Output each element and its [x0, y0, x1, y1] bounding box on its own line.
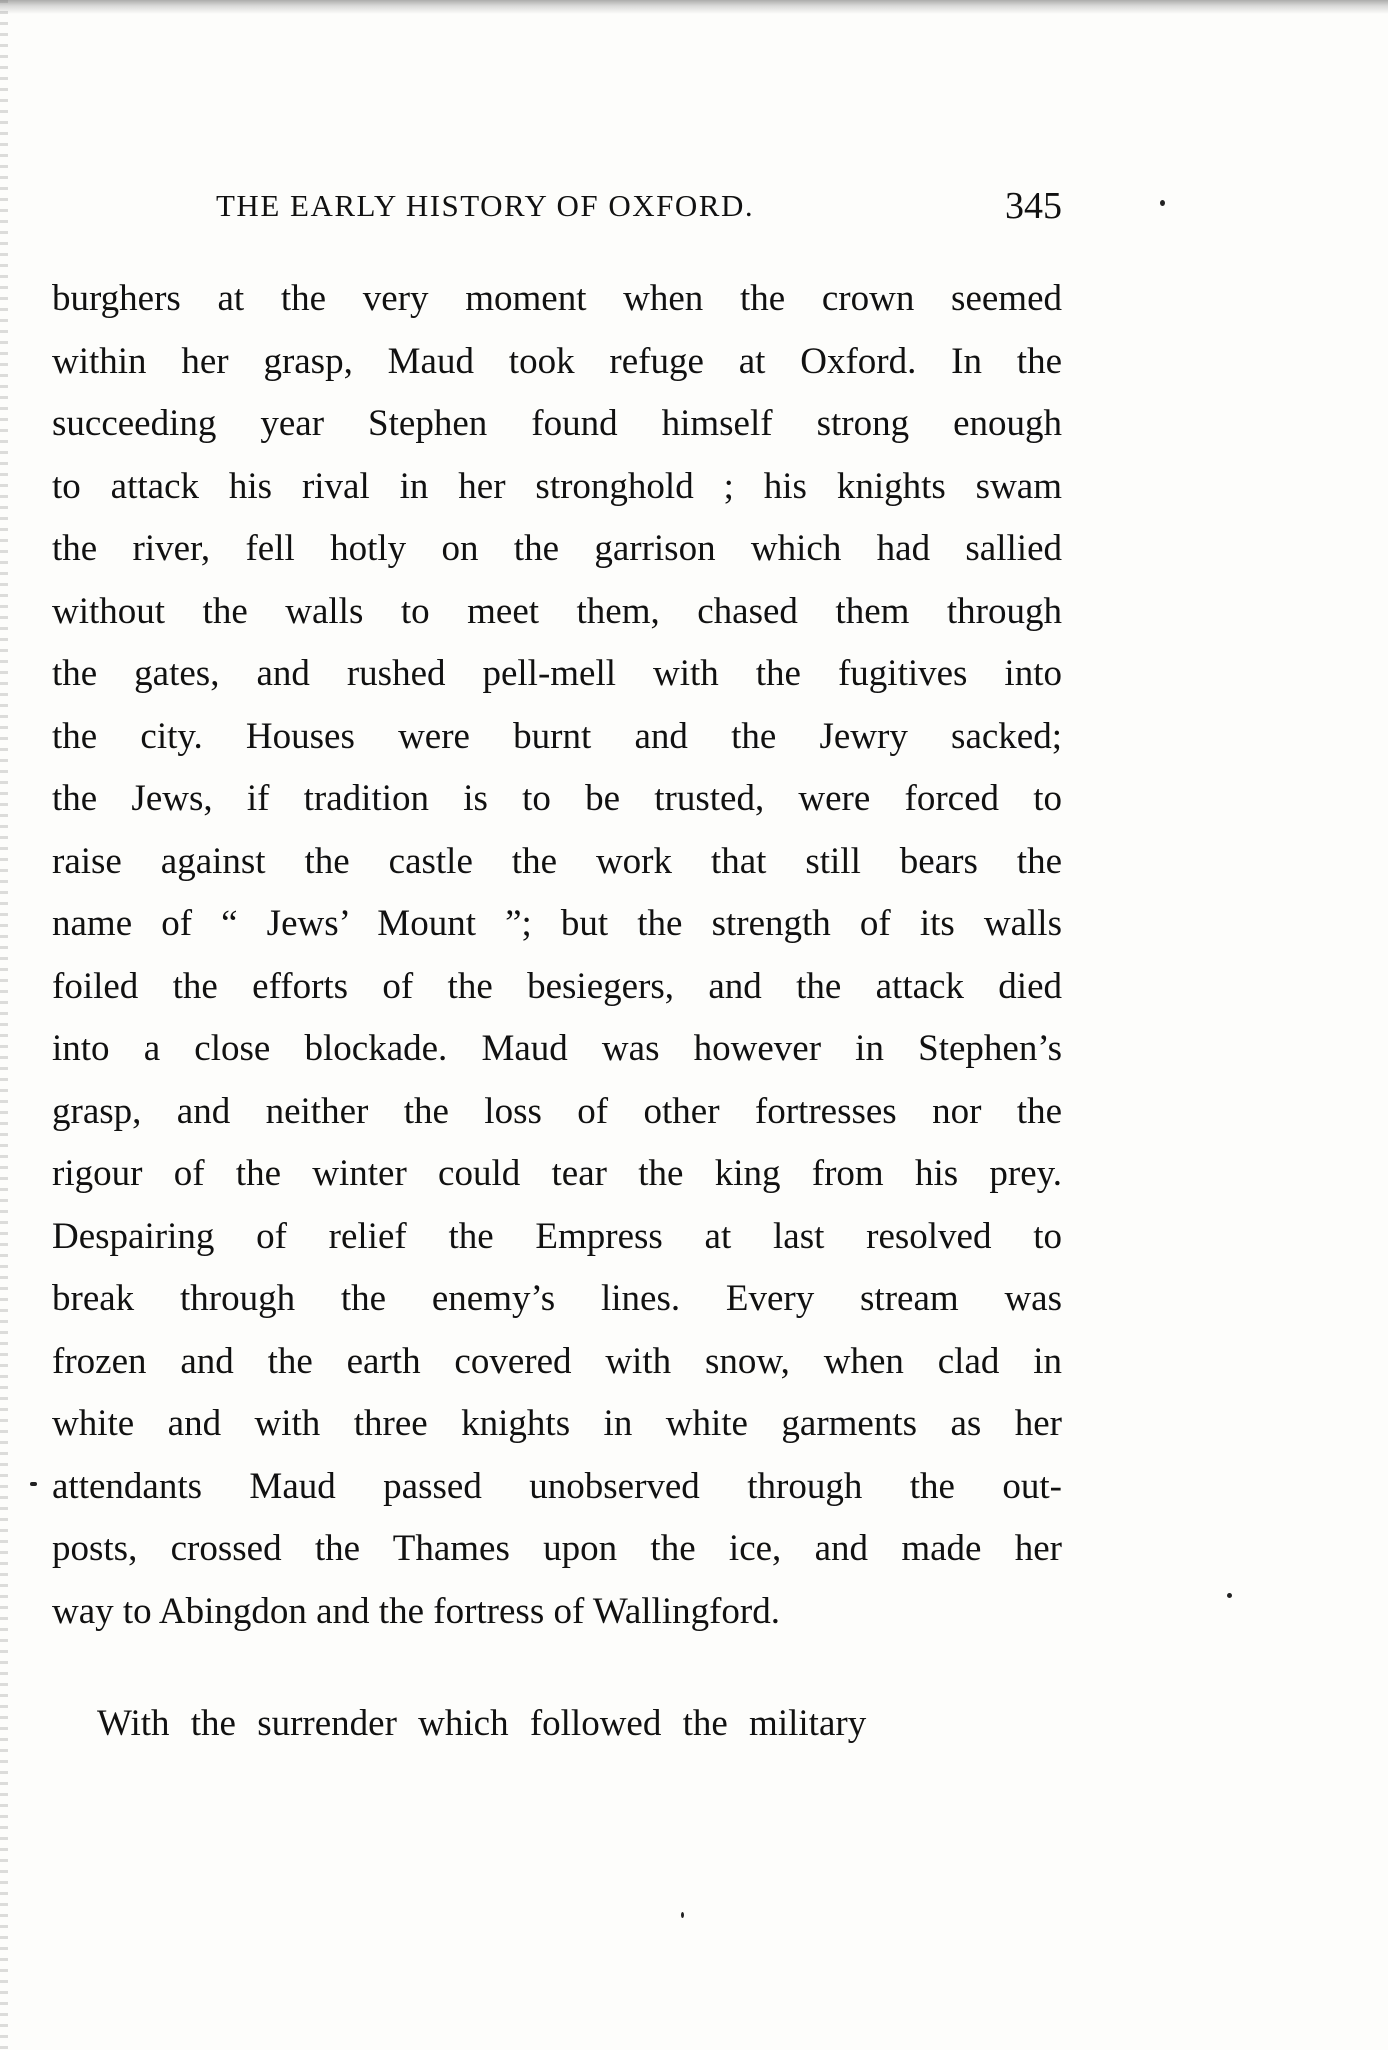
text-line: the river, fell hotly on the garrison which had sallied — [52, 528, 1062, 569]
text-line: grasp, and neither the loss of other fortresses nor the — [52, 1090, 1062, 1132]
scan-speck — [1160, 200, 1165, 206]
text-line: into a close blockade. Maud was however in Stephen’s — [52, 1028, 1062, 1069]
running-head — [52, 184, 1062, 240]
page-number: 345 — [1005, 185, 1062, 227]
text-line: succeeding year Stephen found himself strong enough — [52, 403, 1062, 444]
text-line: way to Abingdon and the fortress of Wallingford. — [52, 1590, 780, 1632]
text-line: burghers at the very moment when the crown seemed — [52, 278, 1062, 319]
paragraph-1 — [52, 268, 1062, 1643]
scan-left-edge — [0, 0, 8, 2050]
text-line: within her grasp, Maud took refuge at Oxford. In the — [52, 340, 1062, 382]
text-line: to attack his rival in her stronghold ; his knights swam — [52, 465, 1062, 507]
text-line: the gates, and rushed pell-mell with the fugitives into — [52, 653, 1062, 694]
text-line: the city. Houses were burnt and the Jewry sacked; — [52, 715, 1062, 757]
text-line: Despairing of relief the Empress at last resolved to — [52, 1215, 1062, 1257]
scan-speck — [1227, 1593, 1232, 1598]
text-line: frozen and the earth covered with snow, when clad in — [52, 1340, 1062, 1382]
scan-top-edge — [0, 0, 1388, 14]
text-line: raise against the castle the work that still bears the — [52, 840, 1062, 882]
running-title: THE EARLY HISTORY OF OXFORD. — [216, 188, 755, 223]
text-line: without the walls to meet them, chased them through — [52, 590, 1062, 632]
text-line: posts, crossed the Thames upon the ice, and made her — [52, 1528, 1062, 1569]
text-line: With the surrender which followed the military — [97, 1703, 867, 1744]
text-line: white and with three knights in white garments as her — [52, 1403, 1062, 1444]
scan-speck — [681, 1912, 684, 1918]
text-line: the Jews, if tradition is to be trusted, were forced to — [52, 778, 1062, 819]
text-line: break through the enemy’s lines. Every stream was — [52, 1278, 1062, 1319]
text-line: foiled the efforts of the besiegers, and the attack died — [52, 965, 1062, 1007]
text-line: attendants Maud passed unobserved through the out- — [52, 1465, 1062, 1507]
paragraph-2 — [52, 1693, 1062, 1756]
scan-speck — [30, 1482, 37, 1486]
text-line: name of “ Jews’ Mount ”; but the strength of its walls — [52, 903, 1062, 944]
text-line: rigour of the winter could tear the king from his prey. — [52, 1153, 1062, 1194]
